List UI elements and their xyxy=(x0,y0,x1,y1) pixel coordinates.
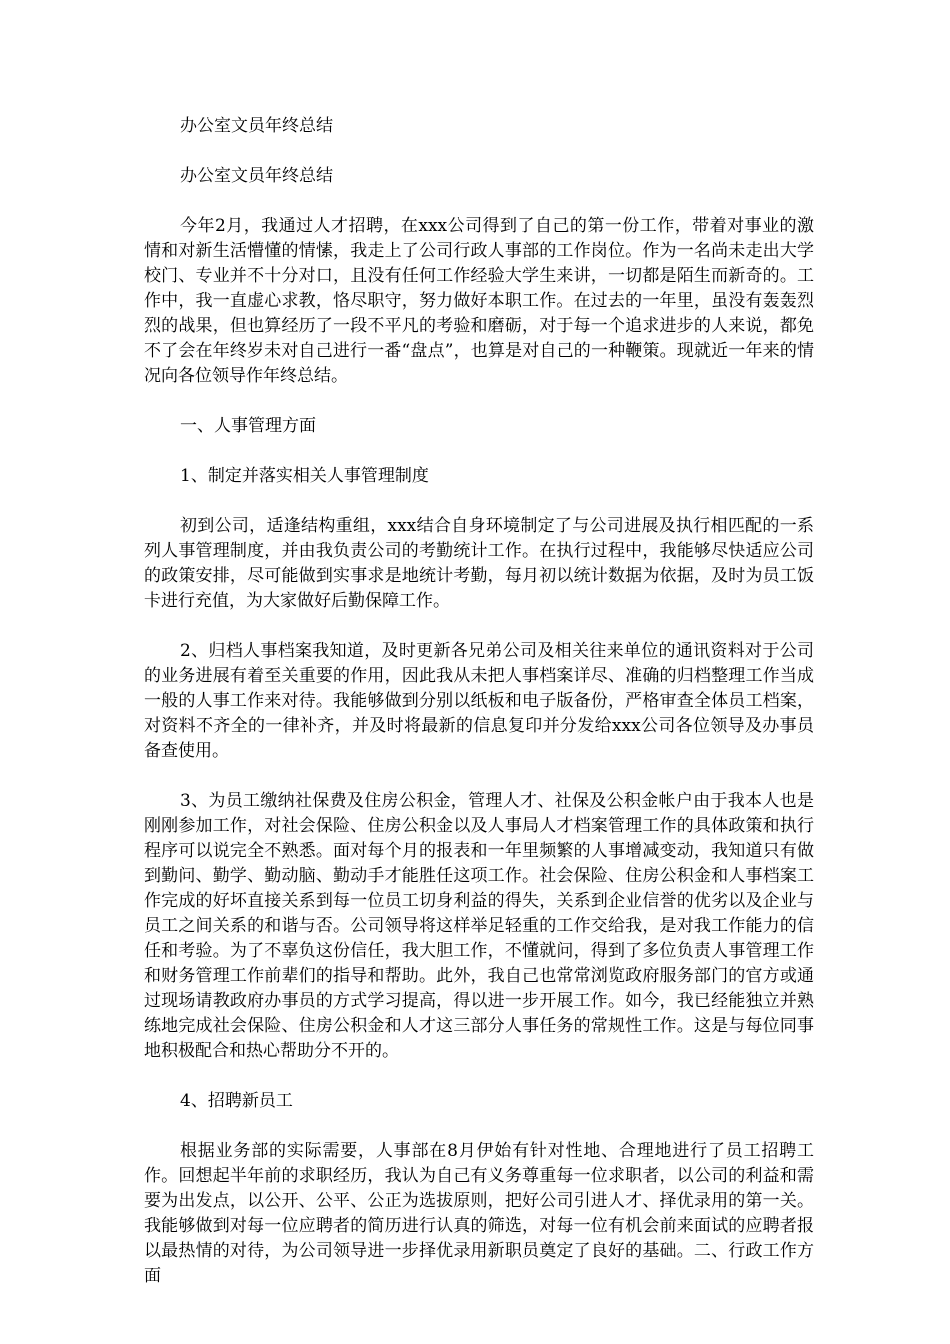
item-paragraph-4: 根据业务部的实际需要，人事部在8月伊始有针对性地、合理地进行了员工招聘工作。回想起半年前的求职经历，我认为自己有义务尊重每一位求职者，以公司的利益和需要为出发点，以公开、公平、公正为选拔原则，把好公司引进人才、择优录用的第一关。我能够做到对每一位应聘者的简历进行认真的筛选，对每一位有机会前来面试的应聘者报以最热情的对待，为公司领导进一步择优录用新职员奠定了良好的基础。二、行政工作方面 xyxy=(144,1141,814,1286)
section-heading-personnel: 一、人事管理方面 xyxy=(180,416,316,436)
intro-paragraph: 今年2月，我通过人才招聘，在xxx公司得到了自己的第一份工作，带着对事业的激情和对新生活懵懂的情愫，我走上了公司行政人事部的工作岗位。作为一名尚未走出大学校门、专业并不十分对口，且没有任何工作经验大学生来讲，一切都是陌生而新奇的。工作中，我一直虚心求教，恪尽职守，努力做好本职工作。在过去的一年里，虽没有轰轰烈烈的战果，但也算经历了一段不平凡的考验和磨砺，对于每一个追求进步的人来说，都免不了会在年终岁未对自己进行一番“盘点”，也算是对自己的一种鞭策。现就近一年来的情况向各位领导作年终总结。 xyxy=(144,216,814,386)
item-heading-1: 1、制定并落实相关人事管理制度 xyxy=(180,466,429,486)
item-paragraph-3: 3、为员工缴纳社保费及住房公积金，管理人才、社保及公积金帐户由于我本人也是刚刚参加工作，对社会保险、住房公积金以及人事局人才档案管理工作的具体政策和执行程序可以说完全不熟悉。面对每个月的报表和一年里频繁的人事增减变动，我知道只有做到勤问、勤学、勤动脑、勤动手才能胜任这项工作。社会保险、住房公积金和人事档案工作完成的好坏直接关系到每一位员工切身利益的得失，关系到企业信誉的优劣以及企业与员工之间关系的和谐与否。公司领导将这样举足轻重的工作交给我，是对我工作能力的信任和考验。为了不辜负这份信任，我大胆工作，不懂就问，得到了多位负责人事管理工作和财务管理工作前辈们的指导和帮助。此外，我自己也常常浏览政府服务部门的官方或通过现场请教政府办事员的方式学习提高，得以进一步开展工作。如今，我已经能独立并熟练地完成社会保险、住房公积金和人才这三部分人事任务的常规性工作。这是与每位同事地积极配合和热心帮助分不开的。 xyxy=(144,791,814,1061)
item-paragraph-1: 初到公司，适逢结构重组，xxx结合自身环境制定了与公司进展及执行相匹配的一系列人事管理制度，并由我负责公司的考勤统计工作。在执行过程中，我能够尽快适应公司的政策安排，尽可能做到实事求是地统计考勤，每月初以统计数据为依据，及时为员工饭卡进行充值，为大家做好后勤保障工作。 xyxy=(144,516,814,611)
document-body xyxy=(144,114,814,1314)
document-title: 办公室文员年终总结 xyxy=(180,116,333,136)
document-subtitle: 办公室文员年终总结 xyxy=(180,166,333,186)
item-heading-4: 4、招聘新员工 xyxy=(180,1091,293,1111)
item-paragraph-2: 2、归档人事档案我知道，及时更新各兄弟公司及相关往来单位的通讯资料对于公司的业务进展有着至关重要的作用，因此我从未把人事档案详尽、准确的归档整理工作当成一般的人事工作来对待。我能够做到分别以纸板和电子版备份，严格审查全体员工档案，对资料不齐全的一律补齐，并及时将最新的信息复印并分发给xxx公司各位领导及办事员备查使用。 xyxy=(144,641,814,761)
